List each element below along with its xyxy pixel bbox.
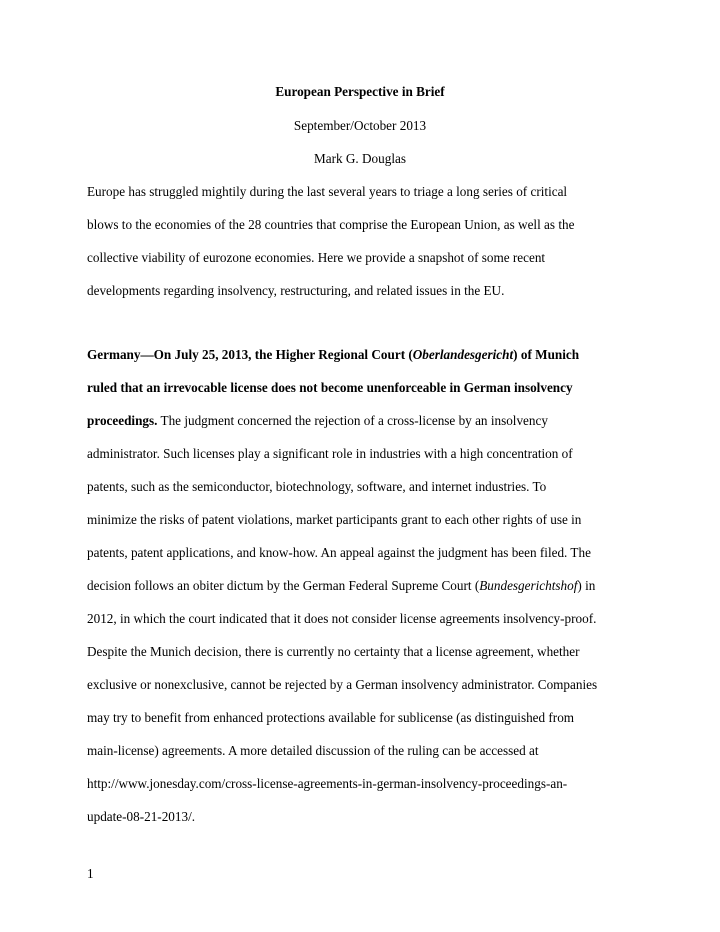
section-line-6: minimize the risks of patent violations, market participants grant to each other rights of use in (87, 512, 582, 527)
section-line-5: patents, such as the semiconductor, biotechnology, software, and internet industries. To (87, 479, 547, 494)
intro-line-2: blows to the economies of the 28 countries that comprise the European Union, as well as the (87, 217, 575, 232)
page-number: 1 (87, 866, 94, 881)
intro-line-4: developments regarding insolvency, restructuring, and related issues in the EU. (87, 283, 505, 298)
document-title: European Perspective in Brief (275, 84, 445, 99)
ruling-url-line-1: http://www.jonesday.com/cross-license-agreements-in-german-insolvency-proceedings-an- (87, 776, 568, 791)
court-name-italic: Oberlandesgericht (412, 347, 514, 362)
section-line-12: may try to benefit from enhanced protections available for sublicense (as distinguished from (87, 710, 575, 725)
section-heading-line-1 (87, 347, 579, 363)
body-text: ) in (577, 578, 596, 593)
intro-line-3: collective viability of eurozone economies. Here we provide a snapshot of some recent (87, 250, 546, 265)
ruling-url-line-2: update-08-21-2013/. (87, 809, 196, 824)
body-text: decision follows an obiter dictum by the German Federal Supreme Court ( (87, 578, 480, 593)
section-line-11: exclusive or nonexclusive, cannot be rejected by a German insolvency administrator. Companies (87, 677, 598, 692)
heading-text: Germany—On July 25, 2013, the Higher Regional Court ( (87, 347, 413, 362)
section-line-4: administrator. Such licenses play a significant role in industries with a high concentration of (87, 446, 573, 461)
document-author: Mark G. Douglas (314, 151, 406, 166)
section-line-13: main-license) agreements. A more detailed discussion of the ruling can be accessed at (87, 743, 539, 758)
heading-text: ) of Munich (513, 347, 580, 362)
court-name-italic: Bundesgerichtshof (479, 578, 578, 593)
document-date: September/October 2013 (293, 118, 427, 133)
intro-line-1: Europe has struggled mightily during the last several years to triage a long series of critical (87, 184, 568, 199)
section-line-9: 2012, in which the court indicated that it does not consider license agreements insolvency-proof. (87, 611, 597, 626)
body-text: The judgment concerned the rejection of a cross-license by an insolvency (157, 413, 548, 428)
section-line-8 (87, 578, 595, 594)
section-line-3 (87, 413, 548, 429)
section-line-10: Despite the Munich decision, there is currently no certainty that a license agreement, whether (87, 644, 580, 659)
section-line-7: patents, patent applications, and know-how. An appeal against the judgment has been filed. The (87, 545, 591, 560)
heading-text: proceedings. (87, 413, 158, 428)
section-heading-line-2: ruled that an irrevocable license does not become unenforceable in German insolvency (87, 380, 573, 395)
